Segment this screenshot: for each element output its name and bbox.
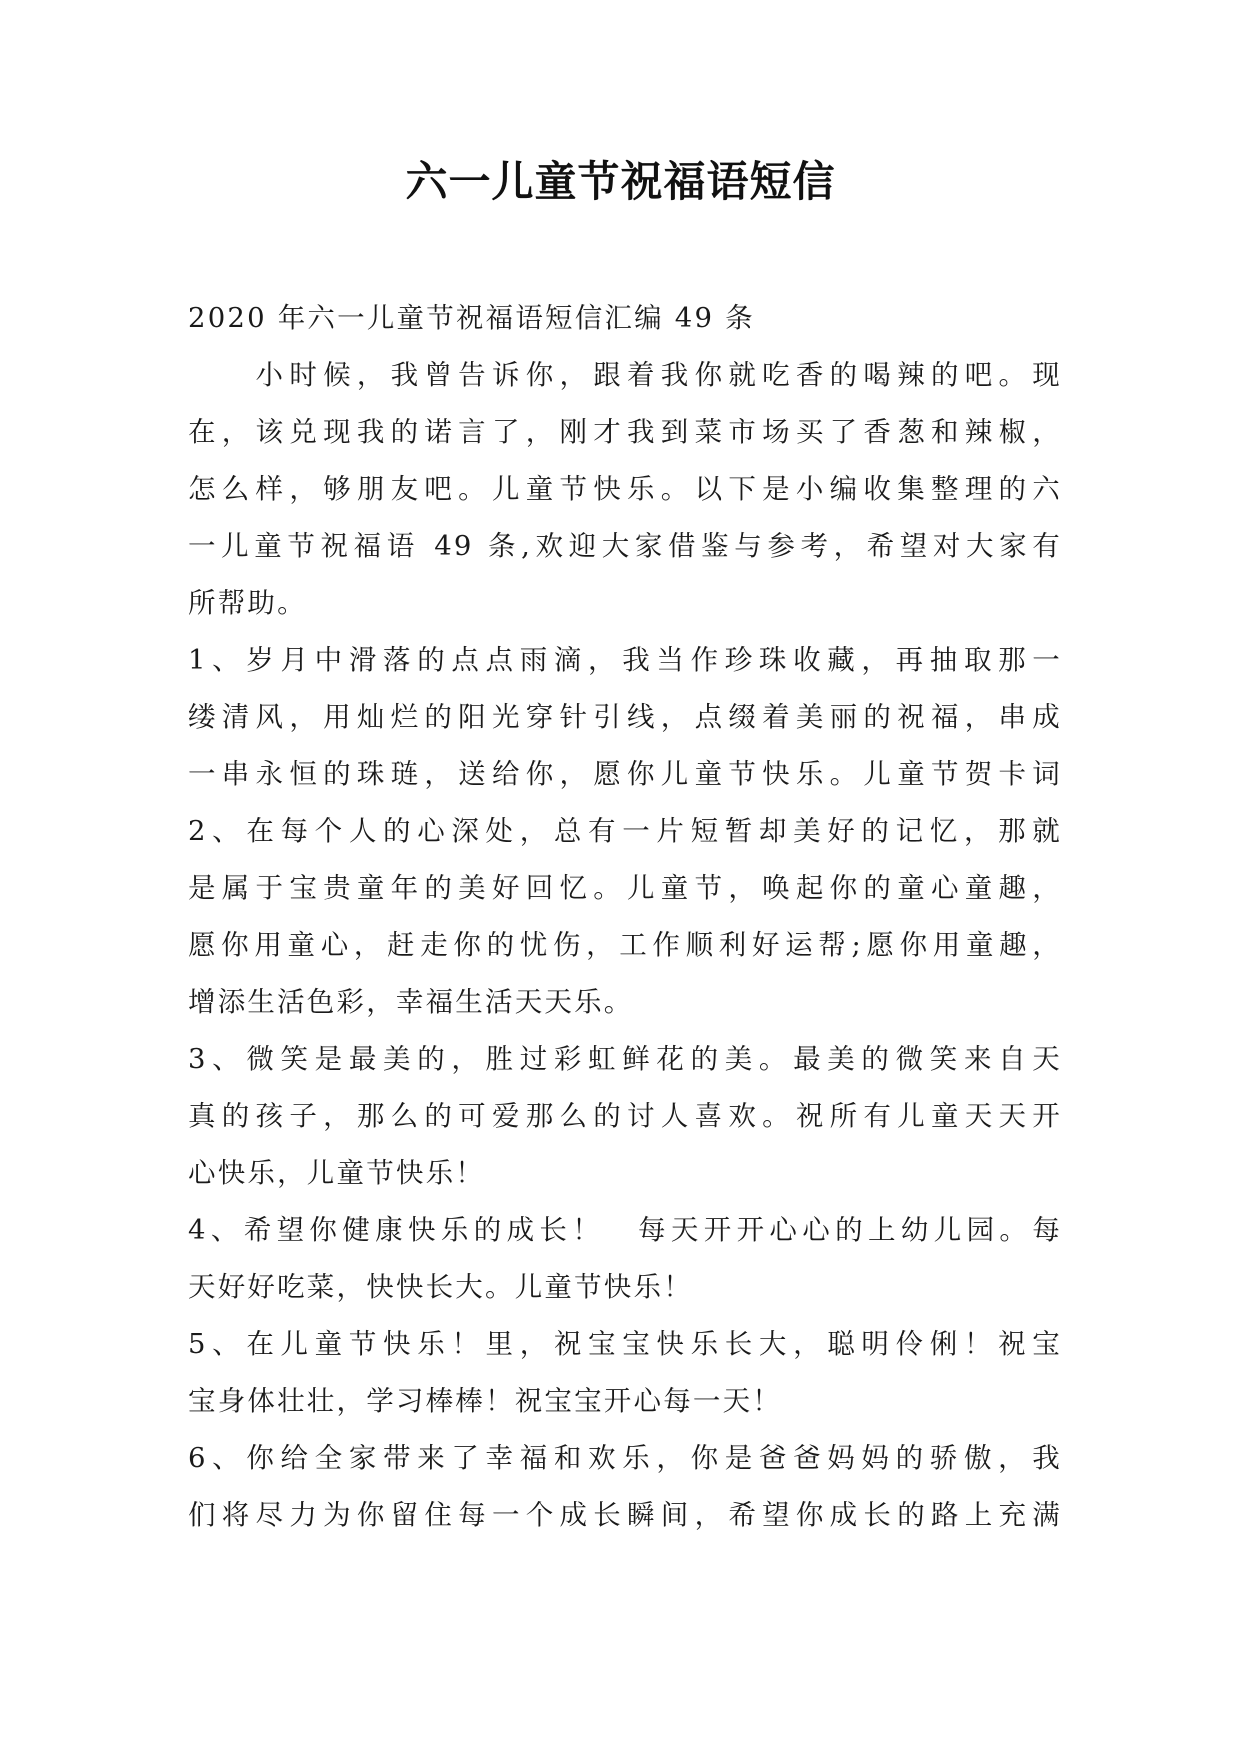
item-2-line-2: 是属于宝贵童年的美好回忆。儿童节，唤起你的童心童趣， (188, 872, 1062, 904)
item-2-line-1: 2、在每个人的心深处，总有一片短暂却美好的记忆，那就 (188, 815, 1062, 847)
item-5-line-1: 5、在儿童节快乐！里，祝宝宝快乐长大，聪明伶俐！祝宝 (188, 1328, 1062, 1360)
item-6-line-1: 6、你给全家带来了幸福和欢乐，你是爸爸妈妈的骄傲，我 (188, 1442, 1062, 1474)
document-title: 六一儿童节祝福语短信 (405, 157, 836, 206)
item-2-line-3: 愿你用童心，赶走你的忧伤，工作顺利好运帮;愿你用童趣， (188, 929, 1062, 961)
item-6-line-2: 们将尽力为你留住每一个成长瞬间，希望你成长的路上充满 (188, 1499, 1062, 1531)
item-1-line-2: 缕清风，用灿烂的阳光穿针引线，点缀着美丽的祝福，串成 (188, 701, 1062, 733)
item-4-line-1: 4、希望你健康快乐的成长！ 每天开开心心的上幼儿园。每 (188, 1214, 1062, 1246)
item-1-line-3: 一串永恒的珠琏，送给你，愿你儿童节快乐。儿童节贺卡词 (188, 758, 1062, 790)
subtitle-line: 2020 年六一儿童节祝福语短信汇编 49 条 (188, 302, 755, 334)
item-3-line-2: 真的孩子，那么的可爱那么的讨人喜欢。祝所有儿童天天开 (188, 1100, 1062, 1132)
item-2-line-4: 增添生活色彩，幸福生活天天乐。 (188, 986, 634, 1018)
intro-line-4: 一儿童节祝福语 49 条,欢迎大家借鉴与参考，希望对大家有 (188, 530, 1062, 562)
document-body (188, 290, 1062, 1544)
intro-line-2: 在，该兑现我的诺言了，刚才我到菜市场买了香葱和辣椒， (188, 416, 1062, 448)
item-5-line-2: 宝身体壮壮，学习棒棒！祝宝宝开心每一天！ (188, 1385, 782, 1417)
intro-line-3: 怎么样，够朋友吧。儿童节快乐。以下是小编收集整理的六 (188, 473, 1062, 505)
item-4-line-2: 天好好吃菜，快快长大。儿童节快乐！ (188, 1271, 693, 1303)
intro-line-5: 所帮助。 (188, 587, 307, 619)
intro-line-1: 小时候，我曾告诉你，跟着我你就吃香的喝辣的吧。现 (188, 359, 1062, 391)
item-3-line-1: 3、微笑是最美的，胜过彩虹鲜花的美。最美的微笑来自天 (188, 1043, 1062, 1075)
item-1-line-1: 1、岁月中滑落的点点雨滴，我当作珍珠收藏，再抽取那一 (188, 644, 1062, 676)
item-3-line-3: 心快乐，儿童节快乐！ (188, 1157, 485, 1189)
